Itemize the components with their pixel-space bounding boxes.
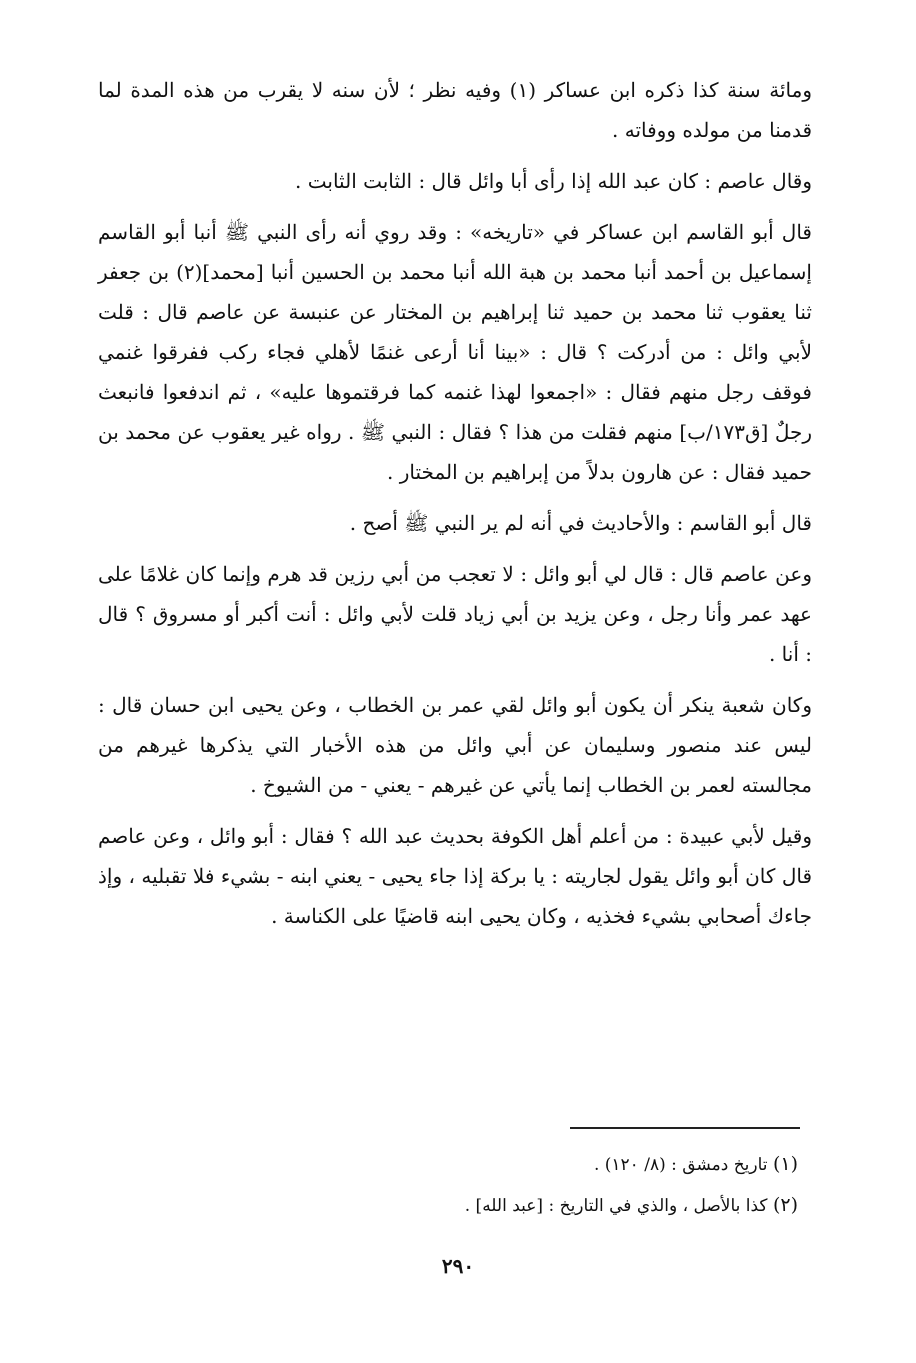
paragraph-1: ومائة سنة كذا ذكره ابن عساكر (١) وفيه نظر ؛ لأن سنه لا يقرب من هذه المدة لما قدمنا من مولده ووفاته . — [98, 78, 812, 142]
paragraph-6: وكان شعبة ينكر أن يكون أبو وائل لقي عمر بن الخطاب ، وعن يحيى ابن حسان قال : ليس عند منصور وسليمان عن أبي وائل من هذه الأخبار التي يذكرها غيرهم من مجالسته لعمر بن الخطاب إنما يأتي عن غيرهم - يعني - من الشيوخ . — [98, 693, 812, 797]
footnote-separator — [570, 1127, 800, 1129]
paragraph-5: وعن عاصم قال : قال لي أبو وائل : لا تعجب من أبي رزين قد هرم وإنما كان غلامًا على عهد عمر وأنا رجل ، وعن يزيد بن أبي زياد قلت لأبي وائل : أنت أكبر أو مسروق ؟ قال : أنا . — [98, 562, 812, 666]
footnote-2-text: كذا بالأصل ، والذي في التاريخ : [عبد الله] . — [464, 1196, 768, 1216]
footnote-2-number: (٢) — [772, 1194, 798, 1216]
page-number: ٢٩٠ — [441, 1254, 475, 1278]
paragraph-7: وقيل لأبي عبيدة : من أعلم أهل الكوفة بحديث عبد الله ؟ فقال : أبو وائل ، وعن عاصم قال كان أبو وائل يقول لجاريته : يا بركة إذا جاء يحيى - يعني ابنه - بشيء فلا تقبليه ، وإذ جاءك أصحابي بشيء فخذيه ، وكان يحيى ابنه قاضيًا على الكناسة . — [98, 824, 812, 928]
footnote-1-text: تاريخ دمشق : (٨/ ١٢٠) . — [593, 1155, 768, 1175]
paragraph-3: قال أبو القاسم ابن عساكر في «تاريخه» : وقد روي أنه رأى النبي ﷺ أنبا أبو القاسم إسماعيل بن أحمد أنبا محمد بن هبة الله أنبا محمد بن الحسين أنبا [محمد](٢) بن جعفر ثنا يعقوب ثنا محمد بن حميد ثنا إبراهيم بن المختار عن عنبسة عن عاصم قال : قلت لأبي وائل : من أدركت ؟ قال : «بينا أنا أرعى غنمًا لأهلي فجاء ركب ففرقوا غنمي فوقف رجل منهم فقال : «اجمعوا لهذا غنمه كما فرقتموها عليه» ، ثم اندفعوا فانبعث رجلٌ [ق١٧٣/ب] منهم فقلت من هذا ؟ فقال : النبي ﷺ . رواه غير يعقوب عن محمد بن حميد فقال : عن هارون بدلاً من إبراهيم بن المختار . — [98, 220, 812, 484]
footnote-2 — [98, 1185, 798, 1226]
footnote-1-number: (١) — [772, 1153, 798, 1175]
paragraph-4: قال أبو القاسم : والأحاديث في أنه لم ير النبي ﷺ أصح . — [349, 511, 812, 535]
footnote-1 — [98, 1144, 798, 1185]
paragraph-2: وقال عاصم : كان عبد الله إذا رأى أبا وائل قال : الثابت الثابت . — [295, 169, 812, 193]
main-text — [98, 70, 812, 947]
footnotes — [98, 1144, 798, 1226]
